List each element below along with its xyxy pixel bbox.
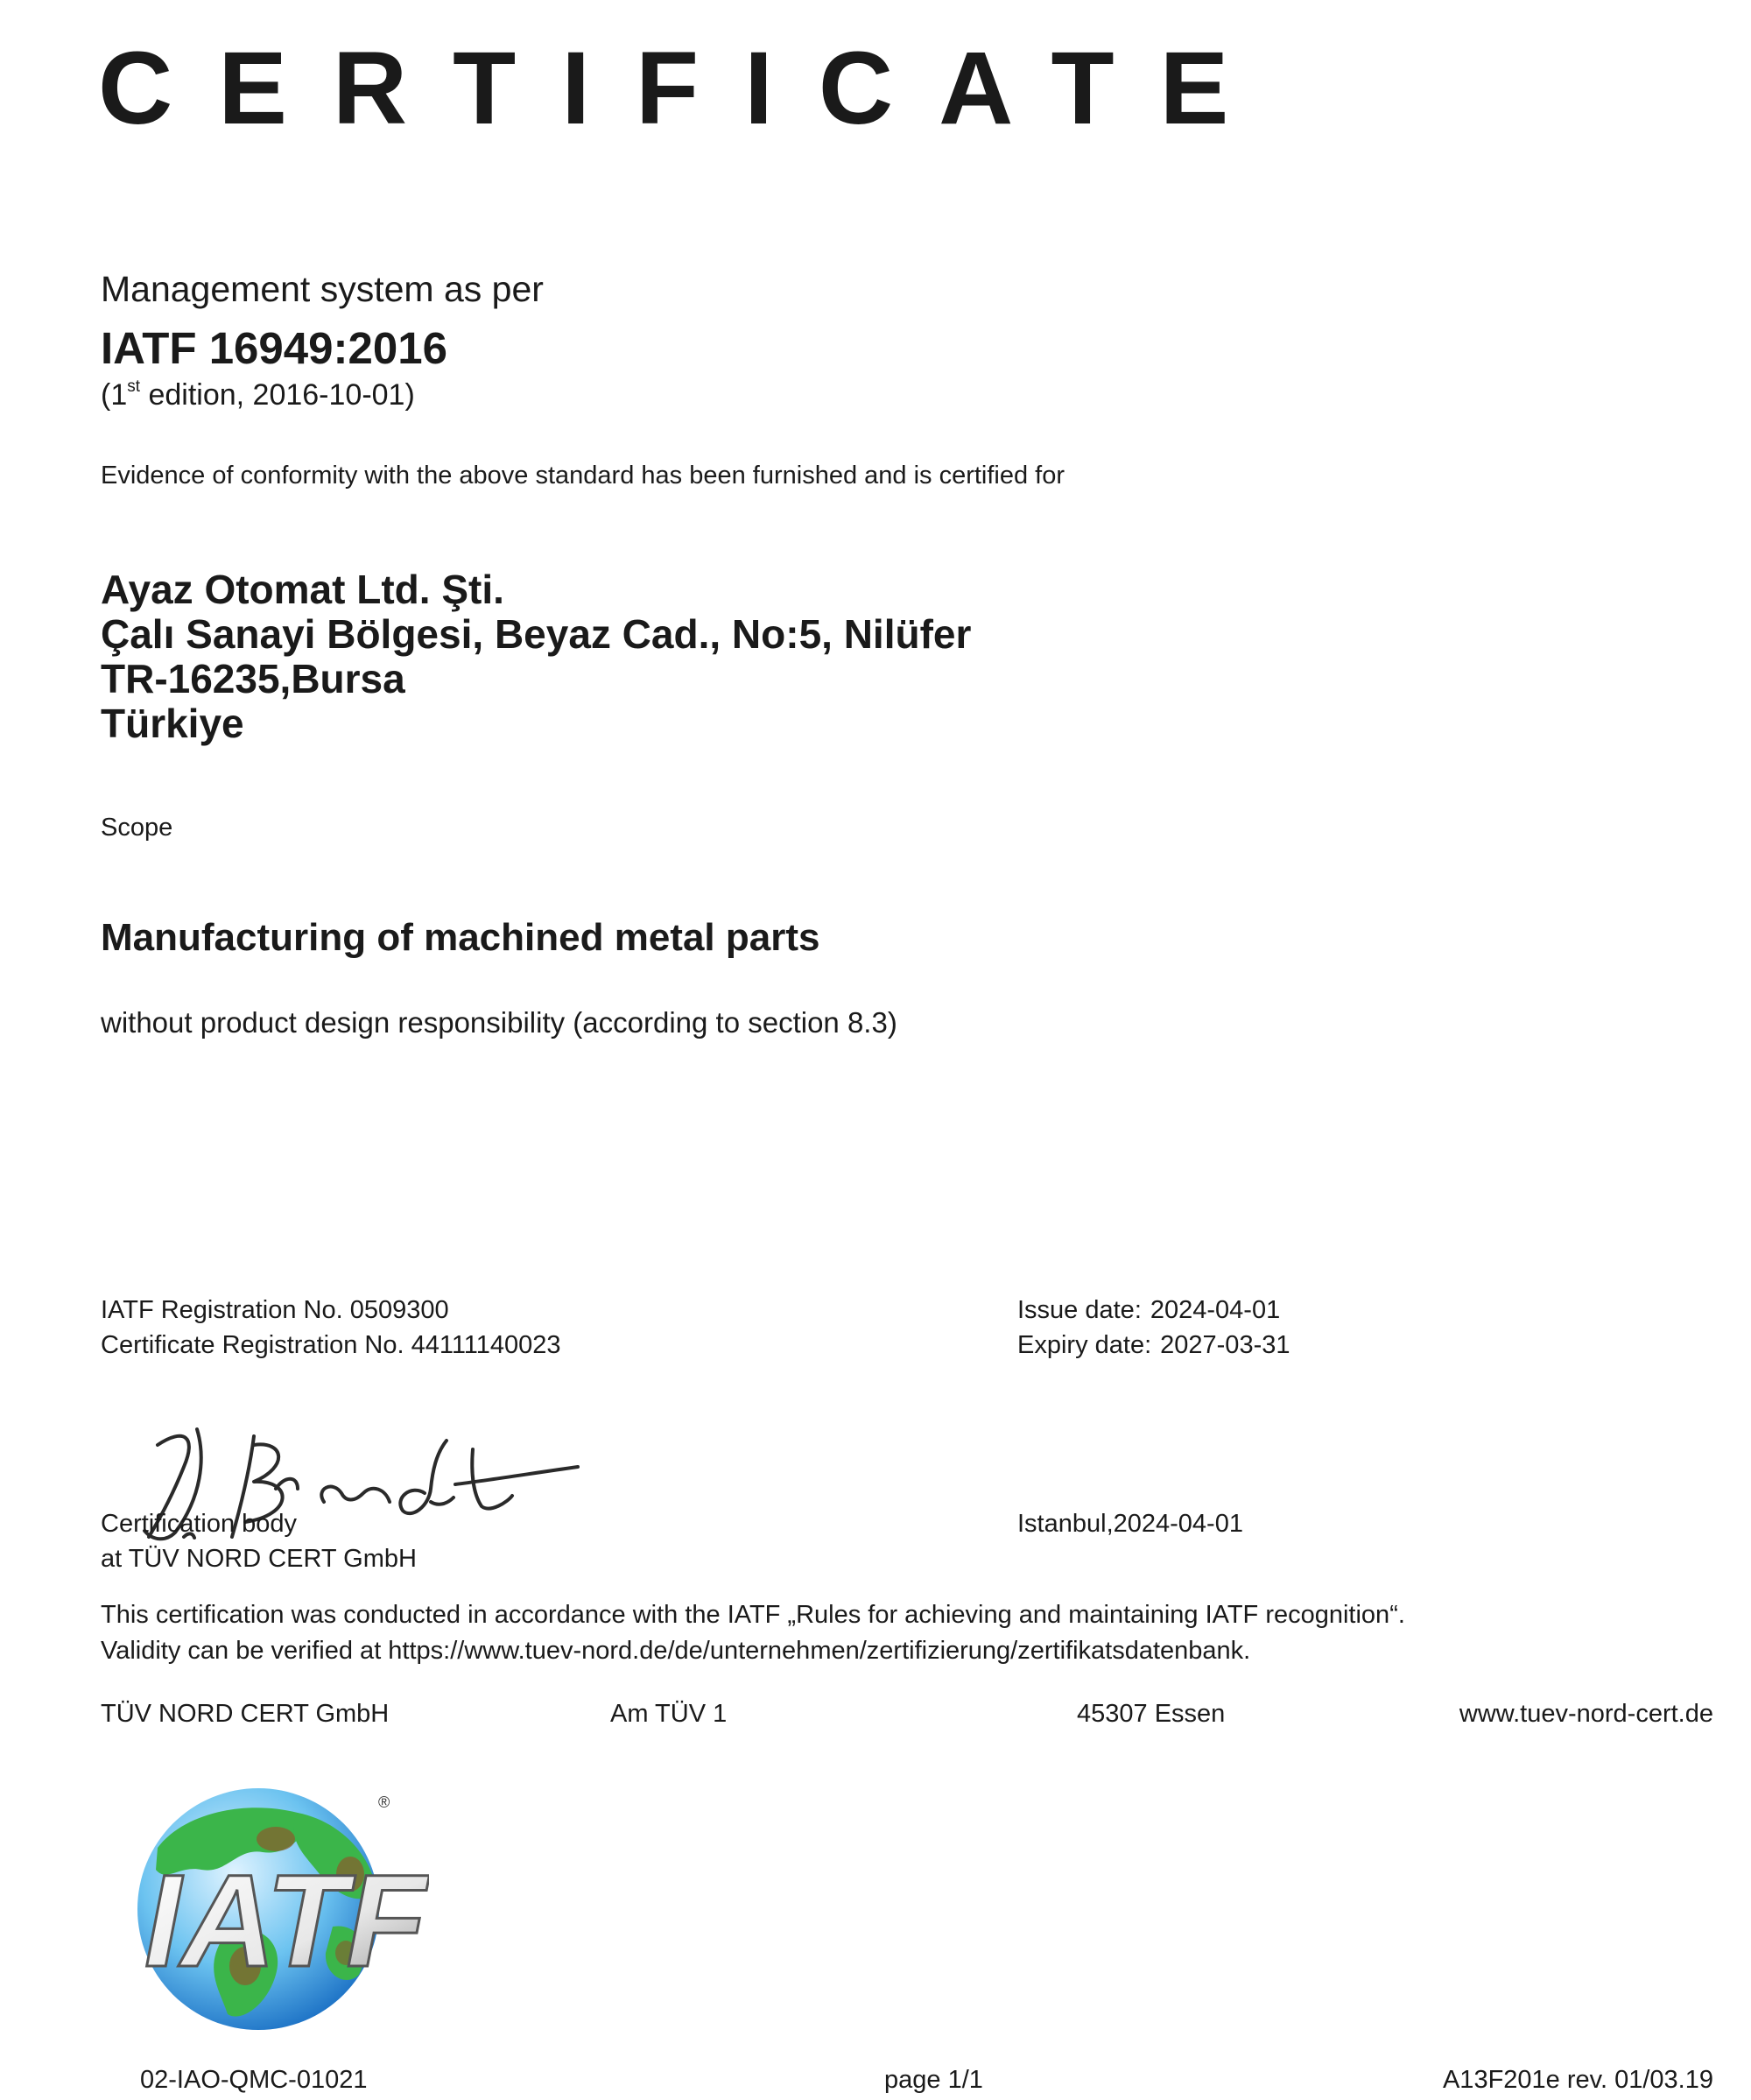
expiry-date-value: 2027-03-31 (1160, 1331, 1290, 1359)
footer-doc-code: 02-IAO-QMC-01021 (140, 2066, 368, 2094)
edition-rest: edition, 2016-10-01) (140, 378, 415, 412)
scope-label: Scope (101, 814, 173, 842)
intro-text: Management system as per (101, 269, 544, 309)
iatf-globe-logo-icon (96, 1778, 429, 2040)
standard-name: IATF 16949:2016 (101, 323, 447, 373)
expiry-date-label: Expiry date: (1017, 1331, 1152, 1359)
scope-title: Manufacturing of machined metal parts (101, 916, 820, 959)
footer-page-number: page 1/1 (884, 2066, 983, 2094)
registration-block (101, 1293, 561, 1363)
issuer-city: 45307 Essen (1077, 1700, 1226, 1728)
scope-note: without product design responsibility (according to section 8.3) (101, 1006, 897, 1039)
issuer-website: www.tuev-nord-cert.de (1459, 1700, 1713, 1728)
issue-date-label: Issue date: (1017, 1296, 1142, 1324)
edition-superscript: st (127, 377, 141, 396)
evidence-statement: Evidence of conformity with the above standard has been furnished and is certified for (101, 462, 1065, 490)
issue-date-value: 2024-04-01 (1150, 1296, 1281, 1324)
company-city: TR-16235,Bursa (101, 656, 405, 701)
footer-revision: A13F201e rev. 01/03.19 (1442, 2066, 1713, 2094)
certification-body-name: at TÜV NORD CERT GmbH (101, 1545, 417, 1573)
edition-open: (1 (101, 378, 128, 412)
company-name: Ayaz Otomat Ltd. Şti. (101, 567, 504, 612)
dates-block (1017, 1293, 1290, 1363)
certification-body-label: Certification body (101, 1510, 298, 1538)
expiry-date-row (1017, 1328, 1290, 1363)
logo-registered-mark: ® (378, 1793, 390, 1811)
iatf-registration-number: IATF Registration No. 0509300 (101, 1296, 449, 1324)
company-block (101, 567, 971, 746)
company-country: Türkiye (101, 701, 244, 746)
logo-text: IATF (144, 1847, 427, 1994)
standard-edition (101, 377, 415, 413)
issue-date-row (1017, 1293, 1290, 1328)
issuer-street: Am TÜV 1 (610, 1700, 728, 1728)
certification-body-block (101, 1506, 417, 1576)
rules-line-1: This certification was conducted in accordance with the IATF „Rules for achieving and maintaining IATF recognition“. (101, 1601, 1405, 1629)
certificate-registration-number: Certificate Registration No. 44111140023 (101, 1331, 561, 1359)
certificate-title: CERTIFICATE (98, 31, 1275, 146)
issuer-company: TÜV NORD CERT GmbH (101, 1700, 390, 1728)
rules-statement (101, 1597, 1405, 1669)
rules-line-2: Validity can be verified at https://www.tuev-nord.de/de/unternehmen/zertifizierung/zertifikatsdatenbank. (101, 1637, 1251, 1665)
company-street: Çalı Sanayi Bölgesi, Beyaz Cad., No:5, Nilüfer (101, 611, 972, 657)
place-date: Istanbul,2024-04-01 (1017, 1510, 1243, 1538)
